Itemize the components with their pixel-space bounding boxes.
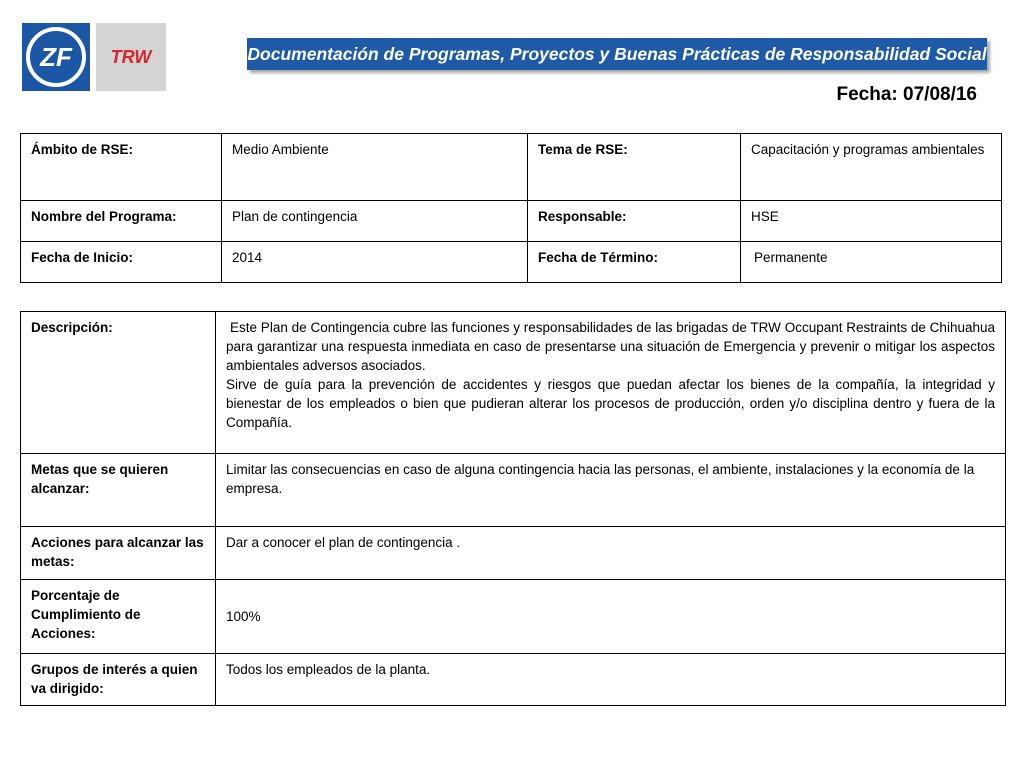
table-row (21, 654, 1006, 706)
date-value: 07/08/16 (903, 84, 977, 105)
descripcion-paragraph-2: Sirve de guía para la prevención de accidentes y riesgos que puedan afectar los bienes de la compañía, la integridad y bienestar de los empleados o bien que pudieran alterar los procesos de producción, orden y/o disciplina dentro y fuera de la Compañía. (226, 377, 995, 430)
table-row (21, 312, 1006, 454)
metas-label: Metas que se quieren alcanzar: (21, 454, 216, 527)
program-info-table (20, 133, 1002, 283)
acciones-value: Dar a conocer el plan de contingencia . (216, 527, 1006, 580)
inicio-label: Fecha de Inicio: (21, 242, 222, 283)
trw-logo-mark (101, 42, 161, 72)
porcentaje-value: 100% (216, 580, 1006, 654)
trw-logo (96, 23, 166, 91)
termino-value: Permanente (741, 242, 1002, 283)
table-row (21, 242, 1002, 283)
trw-logo-text: TRW (110, 47, 152, 67)
acciones-label: Acciones para alcanzar las metas: (21, 527, 216, 580)
programa-value: Plan de contingencia (222, 201, 528, 242)
tema-label: Tema de RSE: (528, 134, 741, 201)
inicio-value: 2014 (222, 242, 528, 283)
page-title-banner (247, 38, 987, 70)
programa-label: Nombre del Programa: (21, 201, 222, 242)
zf-logo (22, 23, 90, 91)
table-row (21, 527, 1006, 580)
date-line (837, 84, 978, 106)
tema-value: Capacitación y programas ambientales (741, 134, 1002, 201)
table-row (21, 201, 1002, 242)
metas-value: Limitar las consecuencias en caso de alguna contingencia hacia las personas, el ambiente, instalaciones y la economía de la empresa. (216, 454, 1006, 527)
responsable-label: Responsable: (528, 201, 741, 242)
page-title: Documentación de Programas, Proyectos y Buenas Prácticas de Responsabilidad Social (247, 43, 987, 64)
grupos-value: Todos los empleados de la planta. (216, 654, 1006, 706)
descripcion-paragraph-1: Este Plan de Contingencia cubre las funciones y responsabilidades de las brigadas de TRW Occupant Restraints de Chihuahua para garantizar una respuesta inmediata en caso de presentarse una situación de Emergencia y prevenir o mitigar los aspectos ambientales adversos asociados. (226, 320, 995, 373)
descripcion-value (216, 312, 1006, 454)
termino-label: Fecha de Término: (528, 242, 741, 283)
table-row (21, 454, 1006, 527)
zf-logo-text: ZF (40, 42, 72, 72)
ambito-label: Ámbito de RSE: (21, 134, 222, 201)
table-row (21, 134, 1002, 201)
grupos-label: Grupos de interés a quien va dirigido: (21, 654, 216, 706)
date-label: Fecha: (836, 84, 898, 105)
responsable-value: HSE (741, 201, 1002, 242)
porcentaje-label: Porcentaje de Cumplimiento de Acciones: (21, 580, 216, 654)
descripcion-label: Descripción: (21, 312, 216, 454)
program-detail-table (20, 311, 1006, 706)
ambito-value: Medio Ambiente (222, 134, 528, 201)
table-row (21, 580, 1006, 654)
zf-logo-mark (25, 26, 87, 88)
